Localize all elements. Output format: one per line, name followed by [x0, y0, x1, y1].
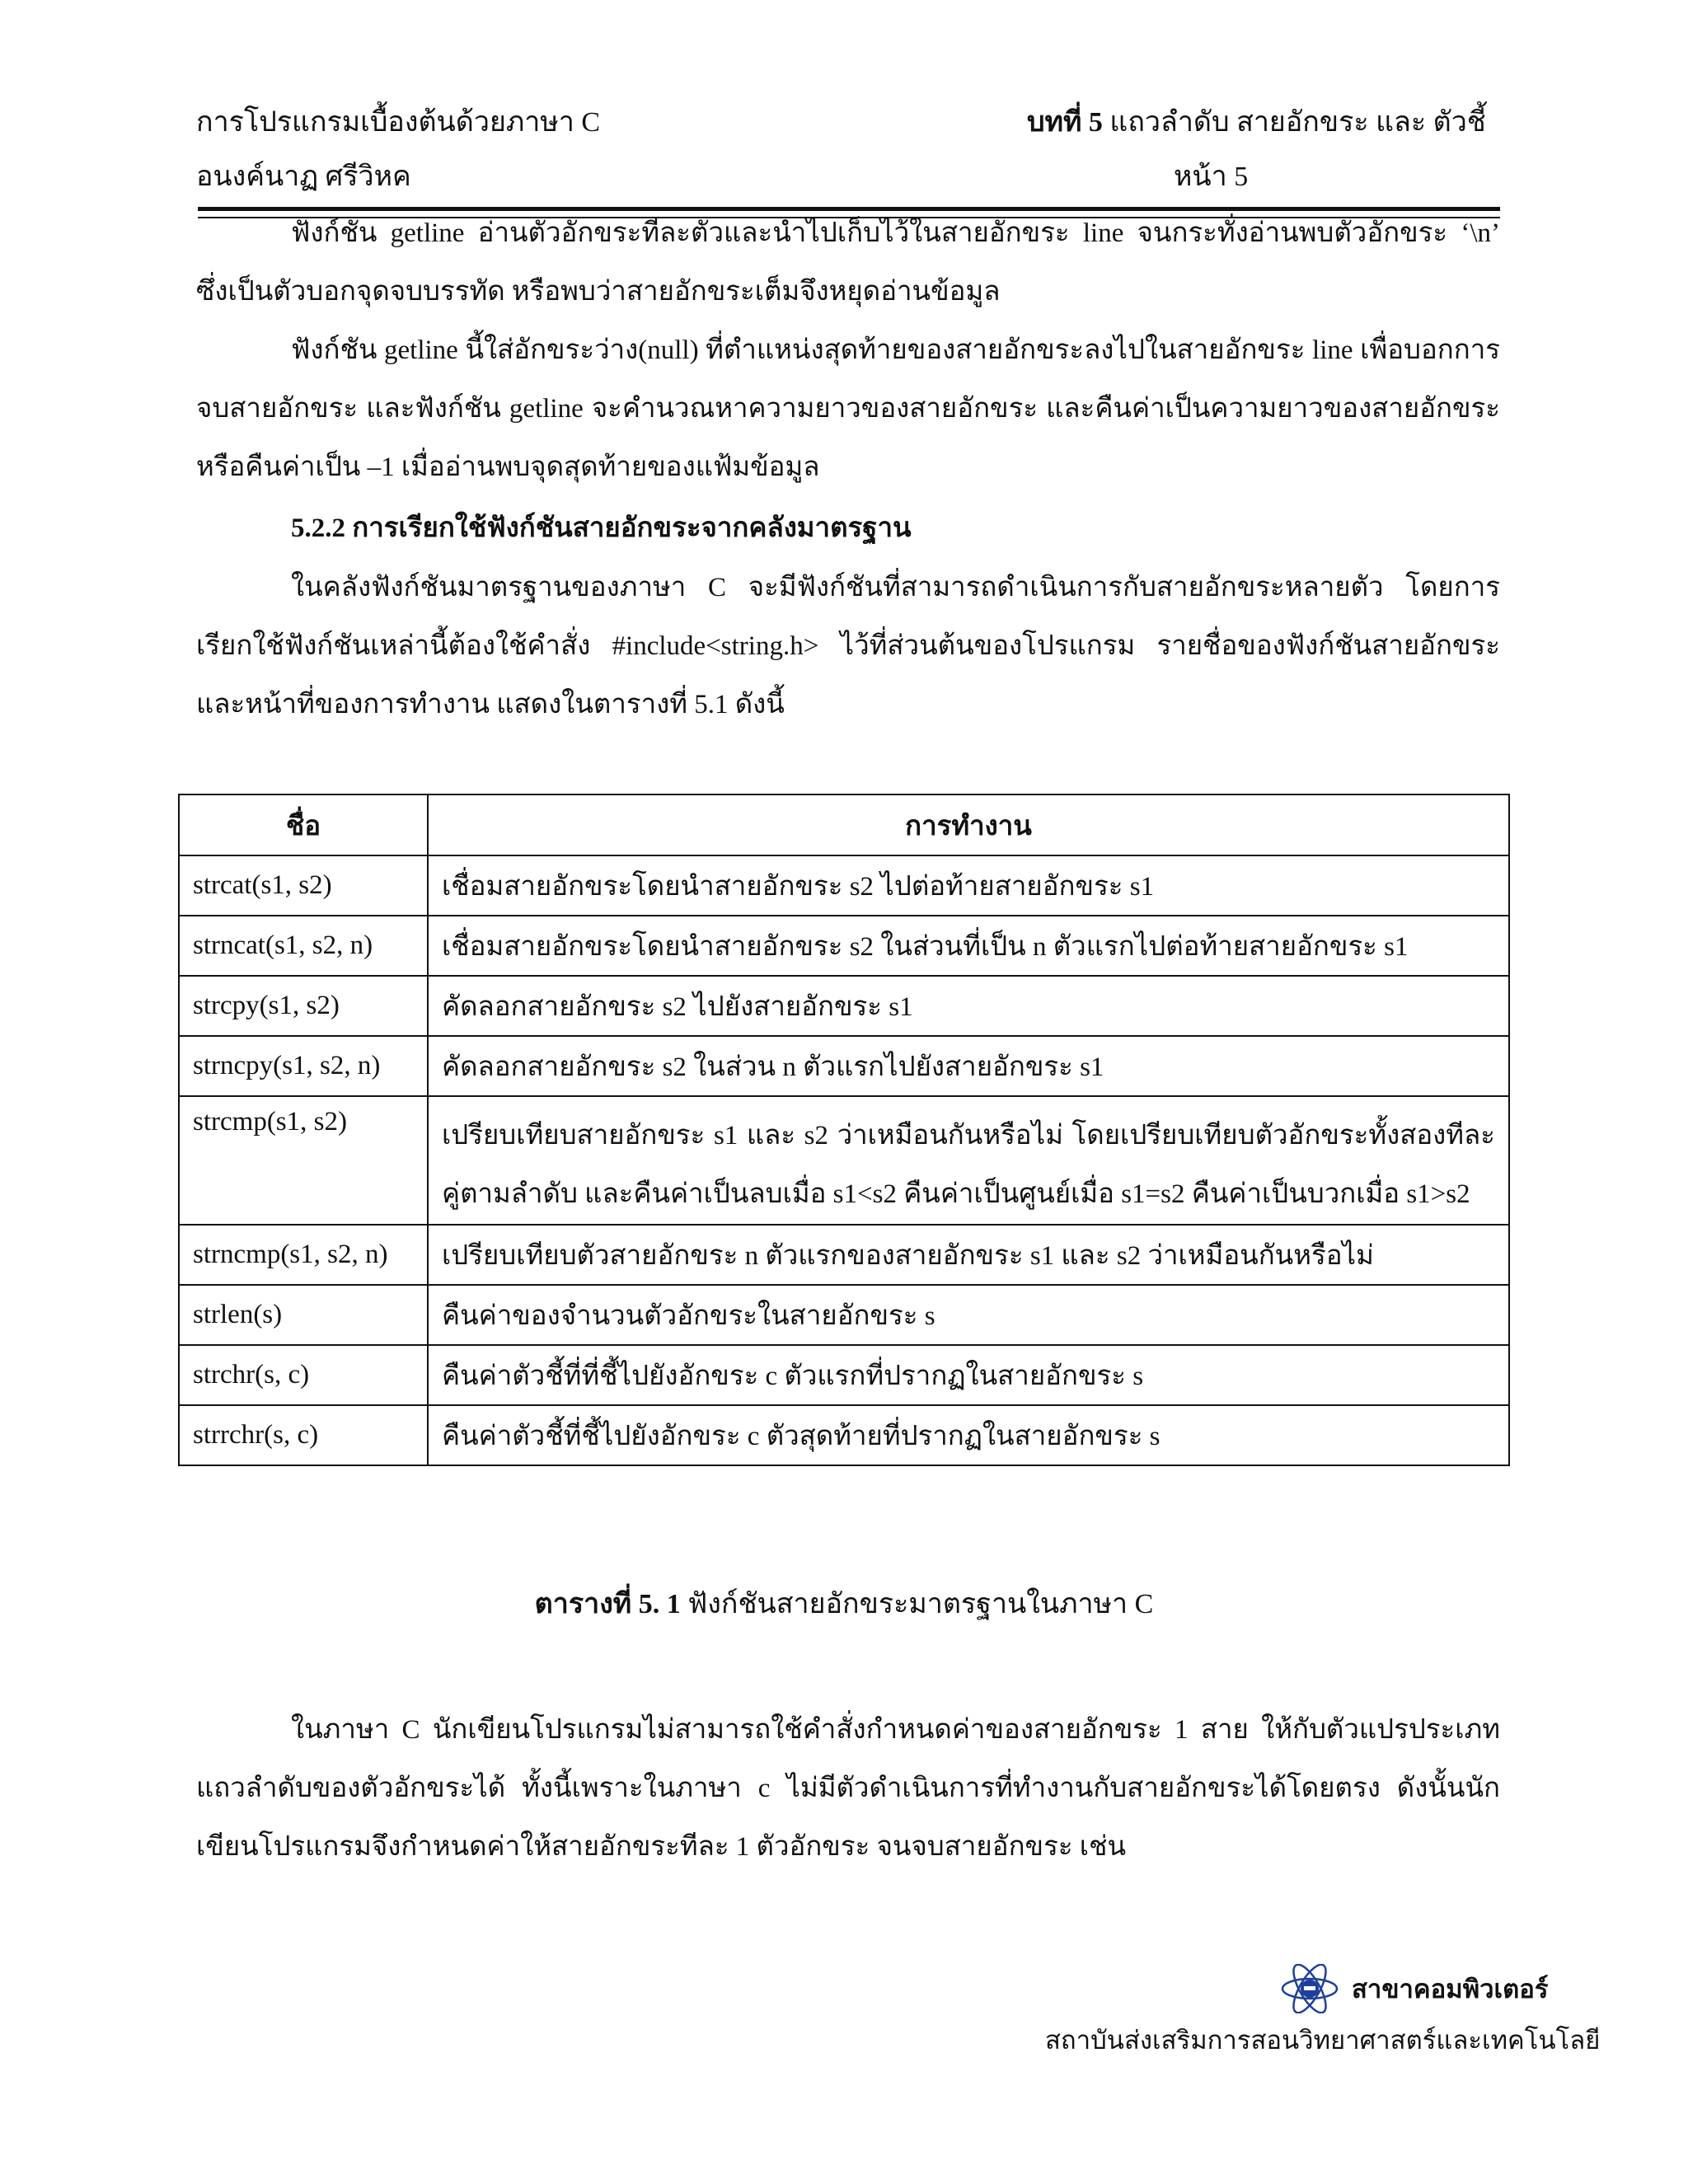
table-row [179, 916, 1509, 976]
chapter-heading [1027, 105, 1486, 140]
function-description-cell: เชื่อมสายอักขระโดยนำสายอักขระ s2 ในส่วนที่เป็น n ตัวแรกไปต่อท้ายสายอักขระ s1 [428, 916, 1509, 976]
table-header-row [179, 794, 1509, 855]
table-caption [0, 1584, 1688, 1625]
chapter-title: แถวลำดับ สายอักขระ และ ตัวชี้ [1109, 107, 1486, 138]
table-row [179, 1345, 1509, 1405]
paragraph-string-library: ในคลังฟังก์ชันมาตรฐานของภาษา C จะมีฟังก์ชันที่สามารถดำเนินการกับสายอักขระหลายตัว โดยการเรียกใช้ฟังก์ชันเหล่านี้ต้องใช้คำสั่ง #include<string.h> ไว้ที่ส่วนต้นของโปรแกรม รายชื่อของฟังก์ชันสายอักขระและหน้าที่ของการทำงาน แสดงในตารางที่ 5.1 ดังนี้ [196, 573, 1500, 719]
footer-department: สาขาคอมพิวเตอร์ [1352, 1975, 1549, 2004]
string-functions-table [178, 794, 1510, 1466]
function-name-cell: strncat(s1, s2, n) [179, 916, 428, 976]
function-description-cell: เปรียบเทียบตัวสายอักขระ n ตัวแรกของสายอักขระ s1 และ s2 ว่าเหมือนกันหรือไม่ [428, 1225, 1509, 1285]
function-description-cell: เปรียบเทียบสายอักขระ s1 และ s2 ว่าเหมือนกันหรือไม่ โดยเปรียบเทียบตัวอักขระทั้งสองทีละคู่ตามลำดับ และคืนค่าเป็นลบเมื่อ s1<s2 คืนค่าเป็นศูนย์เมื่อ s1=s2 คืนค่าเป็นบวกเมื่อ s1>s2 [428, 1096, 1509, 1225]
footer-institute: สถาบันส่งเสริมการสอนวิทยาศาสตร์และเทคโนโลยี [1045, 2026, 1601, 2055]
table-caption-label: ตารางที่ 5. 1 [534, 1589, 681, 1619]
paragraph-string-assignment: ในภาษา C นักเขียนโปรแกรมไม่สามารถใช้คำสั่งกำหนดค่าของสายอักขระ 1 สาย ให้กับตัวแปรประเภทแถวลำดับของตัวอักขระได้ ทั้งนี้เพราะในภาษา c ไม่มีตัวดำเนินการที่ทำงานกับสายอักขระได้โดยตรง ดังนั้นนักเขียนโปรแกรมจึงกำหนดค่าให้สายอักขระทีละ 1 ตัวอักขระ จนจบสายอักขระ เช่น [196, 1715, 1500, 1862]
section-heading: 5.2.2 การเรียกใช้ฟังก์ชันสายอักขระจากคลังมาตรฐาน [291, 513, 912, 543]
table-row [179, 1096, 1509, 1225]
function-name-cell: strlen(s) [179, 1285, 428, 1345]
paragraph-getline-1: ฟังก์ชัน getline อ่านตัวอักขระทีละตัวและนำไปเก็บไว้ในสายอักขระ line จนกระทั่งอ่านพบตัวอักขระ ‘\n’ ซึ่งเป็นตัวบอกจุดจบบรรทัด หรือพบว่าสายอักขระเต็มจึงหยุดอ่านข้อมูล [196, 218, 1500, 307]
table-row [179, 855, 1509, 916]
function-name-cell: strncmp(s1, s2, n) [179, 1225, 428, 1285]
table-row [179, 1036, 1509, 1096]
table-caption-text: ฟังก์ชันสายอักขระมาตรฐานในภาษา C [680, 1589, 1154, 1619]
book-title: การโปรแกรมเบื้องต้นด้วยภาษา C [196, 107, 601, 138]
page-number: หน้า 5 [1174, 162, 1249, 192]
function-name-cell: strcpy(s1, s2) [179, 976, 428, 1036]
function-description-cell: คืนค่าตัวชี้ที่ที่ชี้ไปยังอักขระ c ตัวแรกที่ปรากฏในสายอักขระ s [428, 1345, 1509, 1405]
table-row [179, 1285, 1509, 1345]
table-row [179, 1405, 1509, 1465]
author-name: อนงค์นาฏ ศรีวิหค [196, 162, 411, 192]
function-name-cell: strrchr(s, c) [179, 1405, 428, 1465]
paragraph-getline-2: ฟังก์ชัน getline นี้ใส่อักขระว่าง(null) ที่ตำแหน่งสุดท้ายของสายอักขระลงไปในสายอักขระ line เพื่อบอกการจบสายอักขระ และฟังก์ชัน getline จะคำนวณหาความยาวของสายอักขระ และคืนค่าเป็นความยาวของสายอักขระ หรือคืนค่าเป็น –1 เมื่ออ่านพบจุดสุดท้ายของแฟ้มข้อมูล [196, 335, 1500, 482]
table-row [179, 1225, 1509, 1285]
header-name: ชื่อ [179, 794, 428, 855]
function-name-cell: strncpy(s1, s2, n) [179, 1036, 428, 1096]
function-description-cell: คืนค่าของจำนวนตัวอักขระในสายอักขระ s [428, 1285, 1509, 1345]
header-description: การทำงาน [428, 794, 1509, 855]
function-name-cell: strcat(s1, s2) [179, 855, 428, 916]
function-description-cell: คัดลอกสายอักขระ s2 ไปยังสายอักขระ s1 [428, 976, 1509, 1036]
function-description-cell: คืนค่าตัวชี้ที่ชี้ไปยังอักขระ c ตัวสุดท้ายที่ปรากฏในสายอักขระ s [428, 1405, 1509, 1465]
function-name-cell: strcmp(s1, s2) [179, 1096, 428, 1225]
function-description-cell: เชื่อมสายอักขระโดยนำสายอักขระ s2 ไปต่อท้ายสายอักขระ s1 [428, 855, 1509, 916]
chapter-label: บทที่ 5 [1027, 107, 1103, 138]
function-name-cell: strchr(s, c) [179, 1345, 428, 1405]
table-row [179, 976, 1509, 1036]
ipst-logo-icon [1280, 1964, 1339, 2013]
function-description-cell: คัดลอกสายอักขระ s2 ในส่วน n ตัวแรกไปยังสายอักขระ s1 [428, 1036, 1509, 1096]
